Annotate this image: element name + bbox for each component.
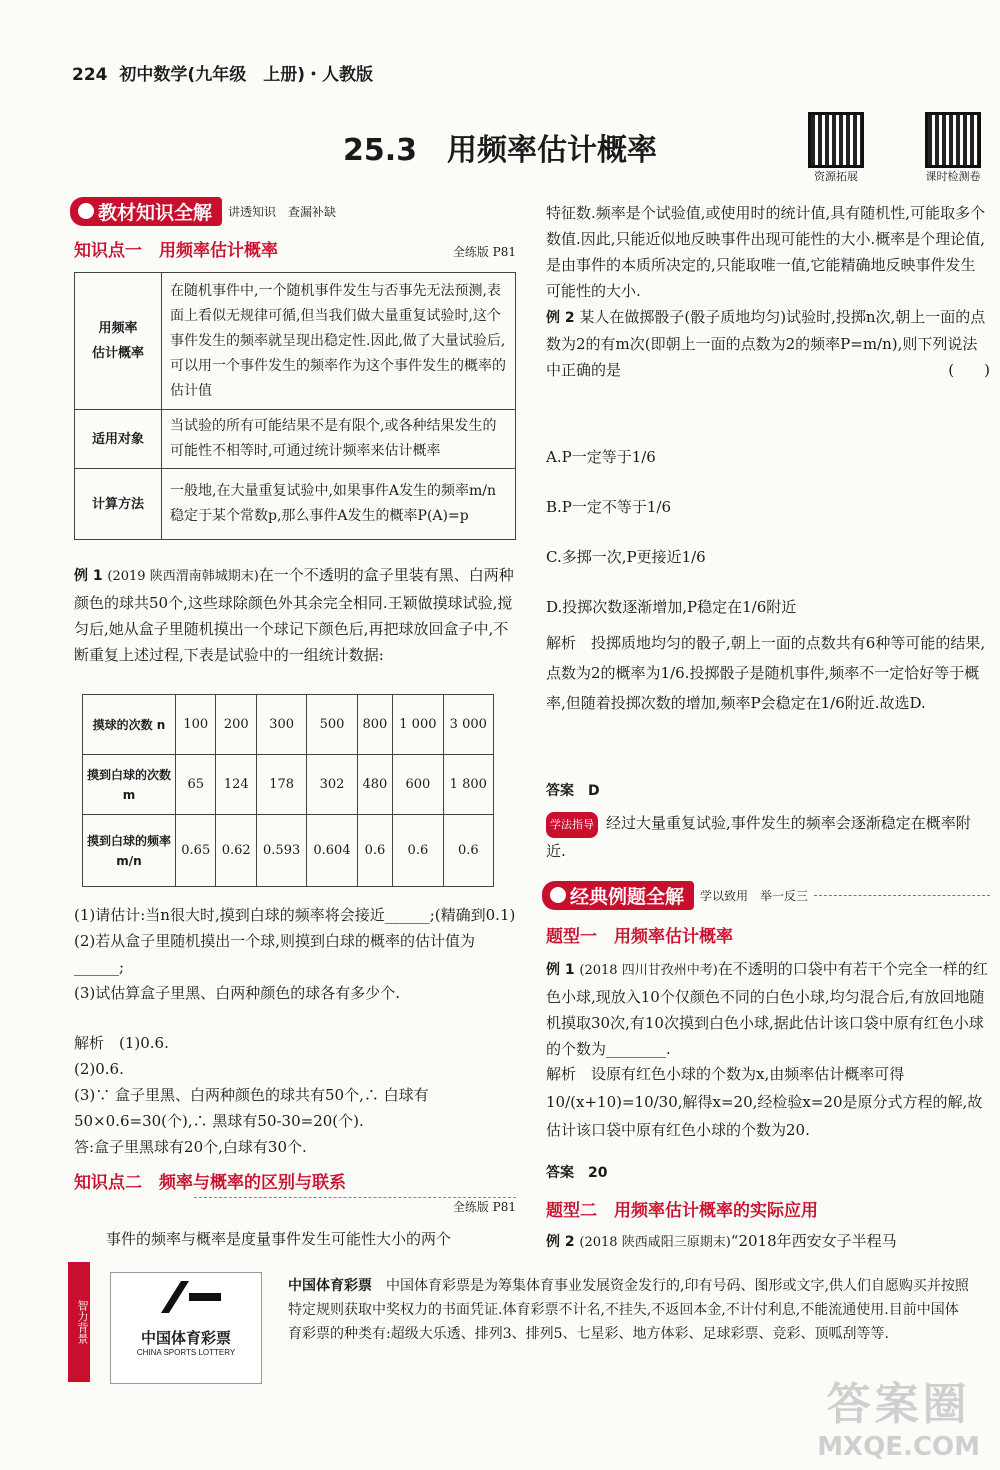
table-cell: 65 — [176, 755, 216, 815]
option-c: C.多掷一次,P更接近1/6 — [546, 548, 706, 566]
example-text: “2018年西安女子半程马 — [730, 1232, 897, 1250]
row-header: 摸球的次数 n — [83, 695, 176, 755]
row-header: 摸到白球的频率 m/n — [83, 815, 176, 887]
table-cell: 300 — [256, 695, 306, 755]
watermark — [817, 1368, 980, 1462]
qr-code-icon — [808, 112, 864, 168]
answer-bracket: ( ) — [948, 361, 990, 379]
table-cell: 0.65 — [176, 815, 216, 887]
analysis-line: 解析 (1)0.6. — [74, 1034, 169, 1052]
kp2-text: 事件的频率与概率是度量事件发生可能性大小的两个 — [106, 1230, 452, 1248]
qr-resource[interactable] — [808, 112, 864, 184]
question-type-2: 题型二 用频率估计概率的实际应用 — [546, 1201, 818, 1221]
analysis-line: (2)0.6. — [74, 1060, 124, 1078]
kp-title: 知识点一 用频率估计概率 — [74, 241, 278, 261]
section-banner — [70, 198, 518, 224]
example-label: 例 1 — [546, 962, 575, 978]
banner-dot-icon — [78, 203, 94, 219]
side-label: 智力背景 — [68, 1262, 90, 1382]
row-text: 在随机事件中,一个随机事件发生与否事先无法预测,表面上看似无规律可循,但当我们做大量重复试验时,这个事件发生的频率就呈现出稳定性.因此,做了大量试验后,可以用一个事件发生的频率作为这个事件发生的概率的估计值 — [162, 273, 516, 410]
watermark-line2: MXQE.COM — [817, 1432, 980, 1462]
qr-label: 资源拓展 — [814, 170, 858, 183]
book-title: 初中数学(九年级 上册)・人教版 — [119, 65, 373, 85]
table-cell: 3 000 — [443, 695, 493, 755]
analysis-line: 答:盒子里黑球有20个,白球有30个. — [74, 1138, 307, 1156]
question-type-1: 题型一 用频率估计概率 — [546, 927, 733, 947]
footer-note — [288, 1274, 970, 1346]
table-cell: 100 — [176, 695, 216, 755]
logo-text: 中国体育彩票 — [140, 1330, 231, 1347]
table-cell: 302 — [307, 755, 357, 815]
options — [546, 432, 990, 632]
kp-ref: 全练版 P81 — [194, 1197, 516, 1215]
example-label: 例 2 — [546, 310, 575, 326]
footer-text: 中国体育彩票是为筹集体育事业发展资金发行的,印有号码、图形或文字,供人们自愿购买并按照特定规则获取中奖权力的书面凭证.体育彩票不计名,不挂失,不返回本金,不计付利息,不能流通使用.目前中国体育彩票的种类有:超级大乐透、排列3、排列5、七星彩、地方体彩、足球彩票、竞彩、顶呱刮等等. — [288, 1278, 969, 1342]
example-1 — [74, 562, 516, 668]
table-row — [83, 695, 494, 755]
type1-example — [546, 956, 990, 1062]
example-source: (2019 陕西渭南韩城期末) — [107, 569, 259, 584]
row-text: 当试验的所有可能结果不是有限个,或各种结果发生的可能性不相等时,可通过统计频率来估计概率 — [162, 410, 516, 469]
banner-divider — [814, 895, 990, 896]
table-cell: 800 — [357, 695, 393, 755]
page-number: 224 — [72, 65, 108, 85]
example-text: 在不透明的口袋中有若干个完全一样的红色小球,现放入10个仅颜色不同的白色小球,均匀混合后,有放回地随机摸取30次,有10次摸到白色小球,据此估计该口袋中原有红色小球的个数为________. — [546, 960, 988, 1058]
table-cell: 0.6 — [357, 815, 393, 887]
row-text: 一般地,在大量重复试验中,如果事件A发生的频率m/n稳定于某个常数p,那么事件A发生的概率P(A)=p — [162, 469, 516, 540]
option-d: D.投掷次数逐渐增加,P稳定在1/6附近 — [546, 598, 797, 616]
question-item: (3)试估算盒子里黑、白两种颜色的球各有多少个. — [74, 984, 401, 1002]
watermark-line1: 答案圈 — [826, 1379, 971, 1430]
row-label: 用频率 估计概率 — [75, 273, 162, 410]
qr-test[interactable] — [925, 112, 981, 184]
data-table — [82, 694, 494, 887]
table-cell: 600 — [393, 755, 443, 815]
table-row — [83, 755, 494, 815]
table-row — [75, 273, 516, 410]
table-row — [75, 410, 516, 469]
table-cell: 0.593 — [256, 815, 306, 887]
definition-table — [74, 272, 516, 540]
qr-label: 课时检测卷 — [925, 170, 981, 183]
table-cell: 0.62 — [216, 815, 256, 887]
tip-text: 经过大量重复试验,事件发生的频率会逐渐稳定在概率附近. — [546, 814, 971, 860]
banner-subtitle: 讲透知识 查漏补缺 — [228, 204, 337, 219]
question-item: (2)若从盒子里随机摸出一个球,则摸到白球的概率的估计值为______; — [74, 932, 476, 976]
knowledge-point-1 — [74, 236, 516, 261]
question-item: (1)请估计:当n很大时,摸到白球的频率将会接近______;(精确到0.1) — [74, 906, 516, 924]
example-label: 例 1 — [74, 568, 103, 584]
table-cell: 0.604 — [307, 815, 357, 887]
table-cell: 1 000 — [393, 695, 443, 755]
example-text: 某人在做掷骰子(骰子质地均匀)试验时,投掷n次,朝上一面的点数为2的有m次(即朝上一面的点数为2的频率P=m/n),则下列说法中正确的是 — [546, 308, 986, 379]
option-a: A.P一定等于1/6 — [546, 448, 656, 466]
row-label: 适用对象 — [75, 410, 162, 469]
banner-pill: 教材知识全解 — [70, 197, 222, 226]
study-tip — [546, 810, 990, 864]
qr-code-icon — [925, 112, 981, 168]
running-header — [72, 60, 373, 85]
example-label: 例 2 — [546, 1234, 575, 1250]
type1-answer: 答案 20 — [546, 1165, 608, 1181]
row-header: 摸到白球的次数 m — [83, 755, 176, 815]
analysis-block — [74, 1030, 516, 1160]
table-cell: 1 800 — [443, 755, 493, 815]
table-cell: 480 — [357, 755, 393, 815]
analysis-line: (3)∵ 盒子里黑、白两种颜色的球共有50个,∴ 白球有50×0.6=30(个),∴ 黑球有50-30=20(个). — [74, 1086, 429, 1130]
banner-subtitle: 学以致用 举一反三 — [700, 888, 809, 903]
tip-badge: 学法指导 — [546, 812, 598, 838]
section-title: 25.3 用频率估计概率 — [342, 133, 658, 168]
table-row — [83, 815, 494, 887]
example-source: (2018 四川甘孜州中考) — [579, 963, 718, 978]
banner-pill: 经典例题全解 — [542, 881, 694, 910]
logo-subtext: CHINA SPORTS LOTTERY — [136, 1348, 236, 1357]
example-2-answer: 答案 D — [546, 783, 600, 799]
example-2 — [546, 304, 990, 383]
lottery-logo — [110, 1272, 262, 1384]
table-cell: 200 — [216, 695, 256, 755]
table-cell: 0.6 — [393, 815, 443, 887]
example-text: 在一个不透明的盒子里装有黑、白两种颜色的球共50个,这些球除颜色外其余完全相同.王颖做摸球试验,搅匀后,她从盒子里随机摸出一个球记下颜色后,再把球放回盒子中,不断重复上述过程,下表是试验中的一组统计数据: — [74, 566, 514, 664]
type2-example — [546, 1228, 990, 1256]
table-cell: 178 — [256, 755, 306, 815]
section-banner — [542, 882, 990, 908]
kp2-continued: 特征数.频率是个试验值,或使用时的统计值,具有随机性,可能取多个数值.因此,只能近似地反映事件出现可能性的大小.概率是个理论值,是由事件的本质所决定的,只能取唯一值,它能精确地反映事件发生可能性的大小. — [546, 204, 986, 300]
knowledge-point-2 — [74, 1168, 516, 1215]
example-source: (2018 陕西咸阳三原期末) — [579, 1235, 731, 1250]
kp-title: 知识点二 频率与概率的区别与联系 — [74, 1173, 346, 1193]
type1-analysis: 解析 设原有红色小球的个数为x,由频率估计概率可得10/(x+10)=10/30,解得x=20,经检验x=20是原分式方程的解,故估计该口袋中原有红色小球的个数为20. — [546, 1065, 983, 1139]
lottery-mark-icon — [141, 1273, 231, 1323]
example-2-analysis: 解析 投掷质地均匀的骰子,朝上一面的点数共有6种等可能的结果,点数为2的概率为1/6.投掷骰子是随机事件,频率不一定恰好等于概率,但随着投掷次数的增加,频率P会稳定在1/6附近.故选D. — [546, 634, 986, 712]
table-cell: 124 — [216, 755, 256, 815]
table-row — [75, 469, 516, 540]
table-cell: 0.6 — [443, 815, 493, 887]
kp-ref: 全练版 P81 — [452, 245, 516, 259]
row-label: 计算方法 — [75, 469, 162, 540]
banner-dot-icon — [550, 887, 566, 903]
table-cell: 500 — [307, 695, 357, 755]
footer-heading: 中国体育彩票 — [288, 1278, 372, 1294]
questions — [74, 902, 516, 1006]
option-b: B.P一定不等于1/6 — [546, 498, 672, 516]
